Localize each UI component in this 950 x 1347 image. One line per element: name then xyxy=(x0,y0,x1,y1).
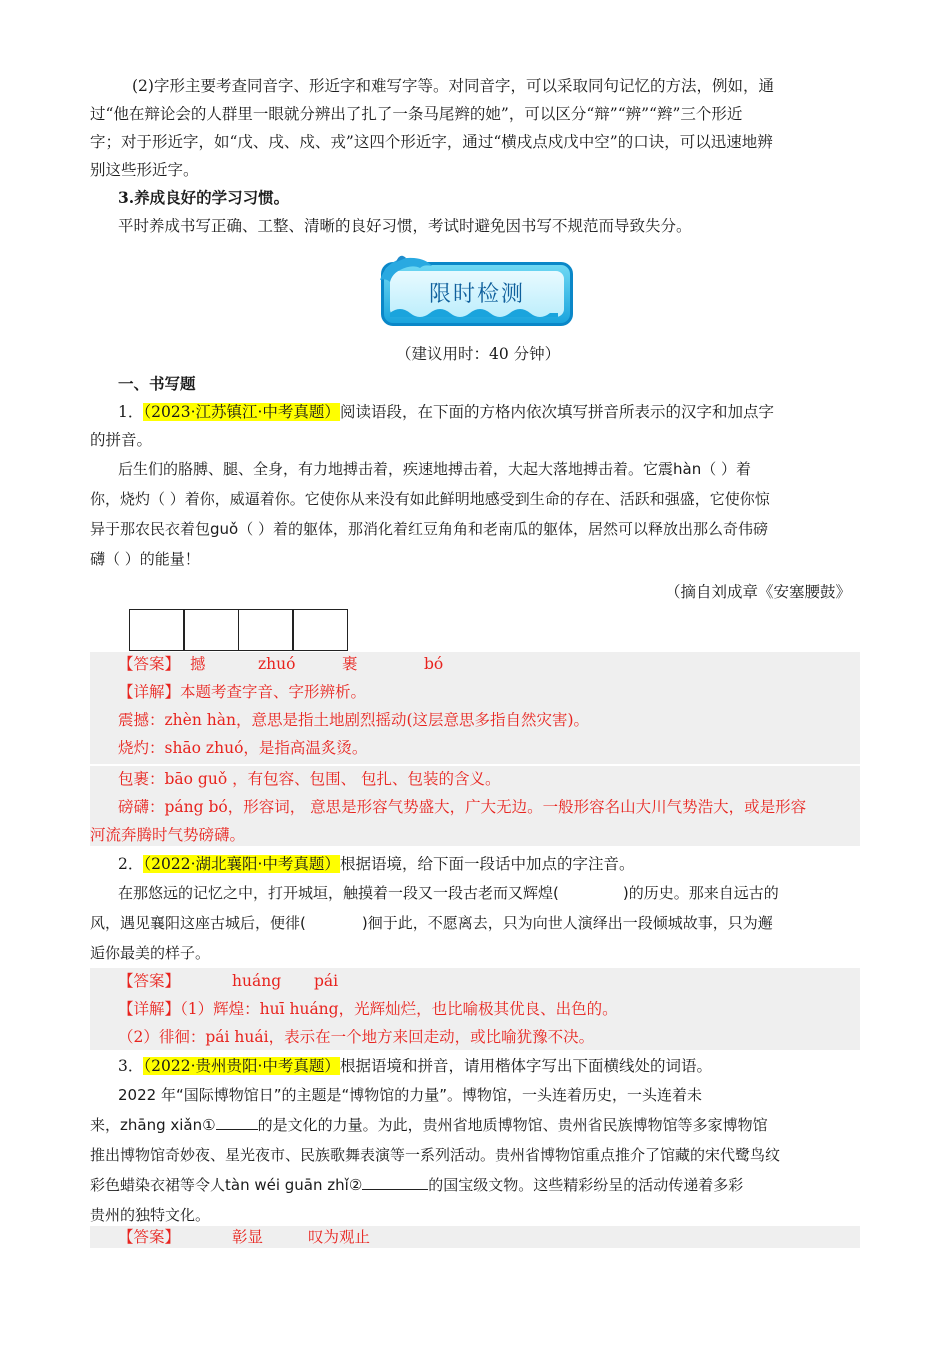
q1-passage-1: 后生们的胳膊、腿、全身，有力地搏击着，疾速地搏击着，大起大落地搏击着。它震hàn（ ）着 xyxy=(118,460,751,478)
q2-answer-2: pái xyxy=(314,972,339,990)
q1-prompt-cont: 的拼音。 xyxy=(90,431,153,449)
q2-passage-1b: )的历史。那来自远古的 xyxy=(622,884,779,902)
q2-answer-1: huáng xyxy=(232,972,282,990)
q3-prompt: 根据语境和拼音，请用楷体字写出下面横线处的词语。 xyxy=(339,1057,712,1075)
q1-detail-label: 【详解】 xyxy=(118,683,181,701)
intro-line-4: 别这些形近字。 xyxy=(90,161,199,179)
q2-passage-2 xyxy=(90,908,773,938)
q3-passage-2a: 来，zhāng xiǎn① xyxy=(90,1116,216,1134)
q3-passage-5: 贵州的独特文化。 xyxy=(90,1206,211,1224)
q2-detail-label: 【详解】 xyxy=(118,1000,181,1018)
intro-line-3: 字；对于形近字，如“戊、戌、戍、戎”这四个形近字，通过“横戌点戍戊中空”的口诀，可以迅速地辨 xyxy=(90,133,773,151)
q3-passage-2b: 的是文化的力量。为此，贵州省地质博物馆、贵州省民族博物馆等多家博物馆 xyxy=(257,1116,768,1134)
q3-answer-label: 【答案】 xyxy=(118,1228,181,1246)
q1-detail-2: 烧灼：shāo zhuó，是指高温炙烫。 xyxy=(118,739,368,757)
q1-header xyxy=(118,398,774,426)
intro-line-2: 过“他在辩论会的人群里一眼就分辨出了扎了一条马尾辫的她”，可以区分“辩”“辨”“辫”三个形近 xyxy=(90,105,743,123)
dolphin-icon xyxy=(376,250,436,290)
q2-detail-2: （2）徘徊：pái huái，表示在一个地方来回走动，或比喻犹豫不决。 xyxy=(118,1028,595,1046)
q2-detail-text-1: （1）辉煌：huī huáng，光辉灿烂，也比喻极其优良、出色的。 xyxy=(180,1000,618,1018)
q2-number: 2． xyxy=(118,855,144,873)
q2-passage-1a: 在那悠远的记忆之中，打开城垣，触摸着一段又一段古老而又辉煌( xyxy=(118,884,559,902)
q1-detail-3: 包裹：bāo guǒ ，有包容、包围、 包扎、包装的含义。 xyxy=(118,770,501,788)
q1-answer-4: bó xyxy=(424,655,444,673)
q3-passage-4 xyxy=(90,1170,743,1200)
answer-box[interactable] xyxy=(129,609,185,651)
q1-answer-label: 【答案】 xyxy=(118,655,181,673)
q3-answer-panel xyxy=(90,1226,860,1248)
answer-box[interactable] xyxy=(238,609,294,651)
q1-citation: （摘自刘成章《安塞腰鼓》 xyxy=(665,583,852,601)
wave-decoration xyxy=(390,305,558,317)
q2-passage-2b: )徊于此，不愿离去，只为向世人演绎出一段倾城故事，只为邂 xyxy=(361,914,773,932)
q1-prompt: 阅读语段，在下面的方格内依次填写拼音所表示的汉字和加点字 xyxy=(339,403,774,421)
q3-passage-4b: 的国宝级文物。这些精彩纷呈的活动传递着多彩 xyxy=(428,1176,744,1194)
q1-detail xyxy=(118,678,366,706)
q1-answer-boxes[interactable] xyxy=(130,609,348,651)
q3-passage-3: 推出博物馆奇妙夜、星光夜市、民族歌舞表演等一系列活动。贵州省博物馆重点推介了馆藏的宋代鹭鸟纹 xyxy=(90,1146,781,1164)
q3-number: 3． xyxy=(118,1057,144,1075)
q3-source: （2022·贵州贵阳·中考真题） xyxy=(143,1057,340,1075)
q3-passage-4a: 彩色蜡染衣裙等令人tàn wéi guān zhǐ② xyxy=(90,1176,363,1194)
q1-answer-1: 撼 xyxy=(190,655,206,673)
q3-blank-1[interactable] xyxy=(216,1113,258,1130)
q1-detail-5: 河流奔腾时气势磅礴。 xyxy=(90,826,246,844)
q2-prompt: 根据语境，给下面一段话中加点的字注音。 xyxy=(339,855,635,873)
intro-line-1: (2)字形主要考查同音字、形近字和难写字等。对同音字，可以采取同句记忆的方法，例如，通 xyxy=(132,77,774,95)
q1-passage-2: 你，烧灼（ ）着你，威逼着你。它使你从来没有如此鲜明地感受到生命的存在、活跃和强盛，它使你惊 xyxy=(90,490,770,508)
q1-passage-3: 异于那农民衣着包guǒ（ ）着的躯体，那消化着红豆角角和老南瓜的躯体，居然可以释放出那么奇伟磅 xyxy=(90,520,768,538)
q2-detail-1 xyxy=(118,995,618,1023)
q1-number: 1． xyxy=(118,403,144,421)
section-title: 一、书写题 xyxy=(118,374,196,393)
q1-answer-2: zhuó xyxy=(258,655,296,673)
q1-detail-intro: 本题考查字音、字形辨析。 xyxy=(180,683,367,701)
timed-test-badge xyxy=(376,250,578,332)
q3-answer-2: 叹为观止 xyxy=(308,1228,371,1246)
q1-detail-4: 磅礴：páng bó，形容词， 意思是形容气势盛大，广大无边。一般形容名山大川气势浩大，或是形容 xyxy=(118,798,807,816)
q1-passage-4: 礴（ ）的能量！ xyxy=(90,550,200,568)
q1-answer-3: 裹 xyxy=(342,655,358,673)
answer-box[interactable] xyxy=(183,609,239,651)
q2-passage-1 xyxy=(118,878,779,908)
q1-source: （2023·江苏镇江·中考真题） xyxy=(143,403,340,421)
q3-blank-2[interactable] xyxy=(362,1173,428,1190)
answer-box[interactable] xyxy=(292,609,348,651)
q3-passage-2 xyxy=(90,1110,768,1140)
q3-answer-1: 彰显 xyxy=(232,1228,264,1246)
q2-passage-3: 逅你最美的样子。 xyxy=(90,944,211,962)
q2-header xyxy=(118,850,634,878)
q3-passage-1: 2022 年“国际博物馆日”的主题是“博物馆的力量”。博物馆，一头连着历史，一头连着未 xyxy=(118,1086,703,1104)
heading-habits: 3.养成良好的学习习惯。 xyxy=(118,188,290,207)
suggested-time: （建议用时：40 分钟） xyxy=(396,345,561,363)
habit-text: 平时养成书写正确、工整、清晰的良好习惯，考试时避免因书写不规范而导致失分。 xyxy=(118,217,692,235)
q2-source: （2022·湖北襄阳·中考真题） xyxy=(143,855,340,873)
badge-title: 限时检测 xyxy=(428,282,525,307)
q3-header xyxy=(118,1052,712,1080)
q2-passage-2a: 风，遇见襄阳这座古城后，便徘( xyxy=(90,914,306,932)
q1-detail-1: 震撼：zhèn hàn，意思是指土地剧烈摇动(这层意思多指自然灾害)。 xyxy=(118,711,590,729)
q2-answer-label: 【答案】 xyxy=(118,972,181,990)
